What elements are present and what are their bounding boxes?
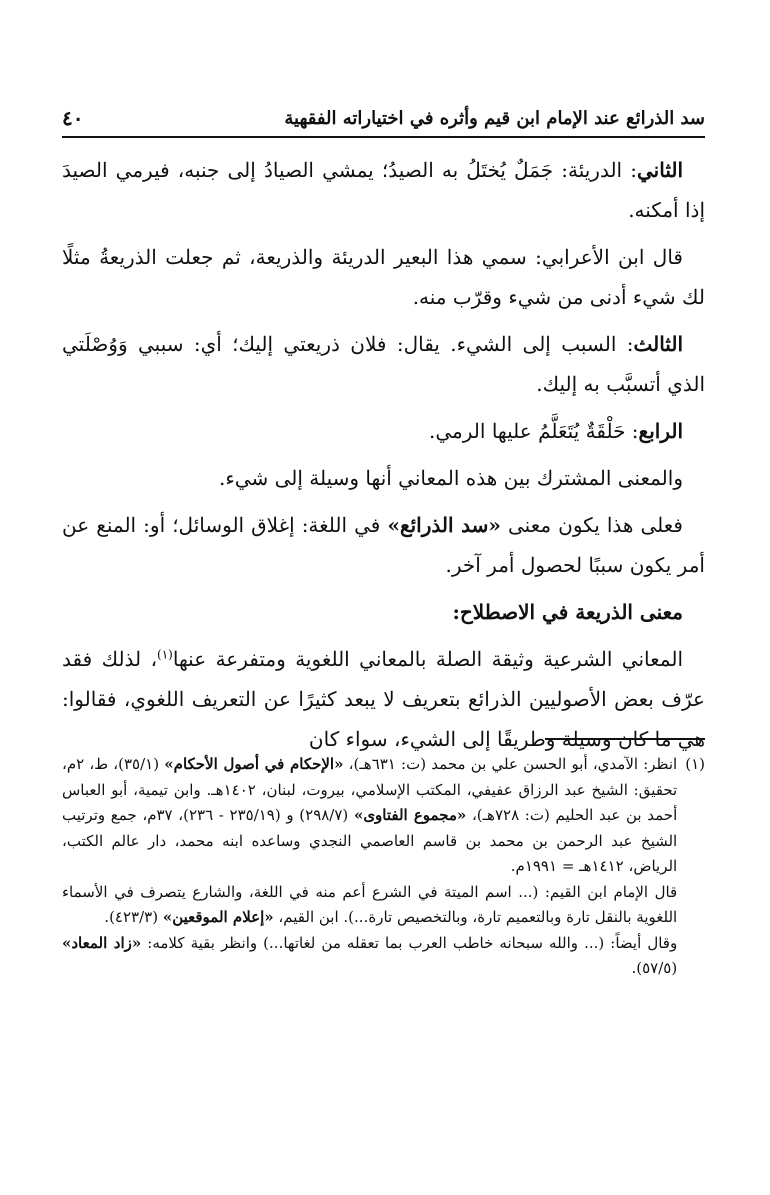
- term-sadd-al-dharai: «سد الذرائع»: [387, 513, 501, 537]
- footnote-citation-1: [62, 752, 677, 880]
- paragraph-text: قال ابن الأعرابي: سمي هذا البعير الدريئة والذريعة، ثم جعلت الذريعةُ مثلًا لك شيء أدنى من شيء وقرّب منه.: [62, 245, 705, 309]
- paragraph-second-meaning: [62, 150, 705, 230]
- paragraph-text: فعلى هذا يكون معنى: [500, 513, 683, 537]
- footnote-text: قال الإمام ابن القيم: (... اسم الميتة في الشرع أعم منه في اللغة، والشارع يتصرف في الأسماء اللغوية بالنقل تارة وبالتعميم تارة، وبالتخصيص تارة...). ابن القيم،: [62, 882, 678, 926]
- paragraph-text: : حَلْقَةٌ يُتَعَلَّمُ عليها الرمي.: [429, 419, 639, 443]
- book-title: «مجموع الفتاوى»: [353, 806, 467, 824]
- book-title: «إعلام الموقعين»: [162, 908, 274, 926]
- paragraph-text: المعاني الشرعية وثيقة الصلة بالمعاني اللغوية ومتفرعة عنها: [172, 647, 684, 671]
- footnote-citation-2: [62, 880, 677, 931]
- page-number: ٤٠: [62, 106, 84, 130]
- label-fourth: الرابع: [638, 419, 683, 443]
- paragraph-text: ، لذلك فقد عرّف بعض الأصوليين الذرائع بتعريف لا يبعد كثيرًا عن التعريف اللغوي، فقالوا: هي ما كان وسيلة وطريقًا إلى الشيء، سواء كان: [62, 647, 705, 751]
- footnote-citation-3: [62, 931, 677, 982]
- paragraph-technical-meaning: [62, 639, 705, 759]
- paragraph-common-meaning: [62, 458, 705, 498]
- label-second: الثاني: [636, 158, 683, 182]
- book-title: «الإحكام في أصول الأحكام»: [164, 755, 344, 773]
- paragraph-fourth-meaning: [62, 411, 705, 451]
- footnote-text: (٥٧/٥).: [631, 959, 678, 977]
- main-text: [62, 150, 705, 766]
- footnote-text: انظر: الآمدي، أبو الحسن علي بن محمد (ت: ٦٣١هـ)،: [343, 755, 678, 773]
- footnote-divider: [545, 738, 705, 740]
- footnote-1: [62, 752, 705, 982]
- paragraph-text: : السبب إلى الشيء. يقال: فلان ذريعتي إليك؛ أي: سببي وَوُصْلَتي الذي أتسبَّب به إليك.: [62, 332, 705, 396]
- footnote-text: (٣٥/١)، ط، ٢م، تحقيق: الشيخ عبد الرزاق عفيفي، المكتب الإسلامي، بيروت، لبنان، ١٤٠٢هـ. وابن تيمية، أبو العباس أحمد بن عبد الحليم (ت: ٧٢٨هـ)،: [62, 755, 678, 824]
- paragraph-ibn-arabi: [62, 237, 705, 317]
- running-header: [62, 100, 705, 138]
- paragraph-text: : الدريئة: جَمَلٌ يُختَلُ به الصيدُ؛ يمشي الصيادُ إلى جنبه، فيرمي الصيدَ إذا أمكنه.: [62, 158, 705, 222]
- footnote-text: (٤٢٣/٣).: [104, 908, 163, 926]
- book-title: «زاد المعاد»: [62, 933, 142, 952]
- paragraph-text: في اللغة: إغلاق الوسائل؛ أو: المنع عن أمر يكون سببًا لحصول أمر آخر.: [62, 513, 705, 577]
- paragraph-third-meaning: [62, 324, 705, 404]
- paragraph-text: والمعنى المشترك بين هذه المعاني أنها وسيلة إلى شيء.: [219, 466, 683, 490]
- footnote-body: [62, 752, 677, 982]
- label-third: الثالث: [633, 332, 683, 356]
- paragraph-sadd-meaning: [62, 505, 705, 585]
- section-heading: معنى الذريعة في الاصطلاح:: [452, 600, 683, 624]
- footnotes: [62, 752, 705, 982]
- running-title: سد الذرائع عند الإمام ابن قيم وأثره في اختياراته الفقهية: [284, 107, 705, 129]
- footnote-text: (٢٩٨/٧) و (٢٣٥/١٩ - ٢٣٦)، ٣٧م، جمع وترتيب الشيخ عبد الرحمن بن محمد بن قاسم العاصمي النجدي وساعده ابنه محمد، دار عالم الكتب، الرياض، ١٤١٢هـ = ١٩٩١م.: [62, 806, 678, 875]
- footnote-text: وقال أيضاً: (... والله سبحانه خاطب العرب بما تعقله من لغاتها...) وانظر بقية كلامه:: [141, 933, 678, 952]
- footnote-ref[interactable]: (١): [157, 647, 173, 662]
- footnote-number: (١): [685, 755, 705, 773]
